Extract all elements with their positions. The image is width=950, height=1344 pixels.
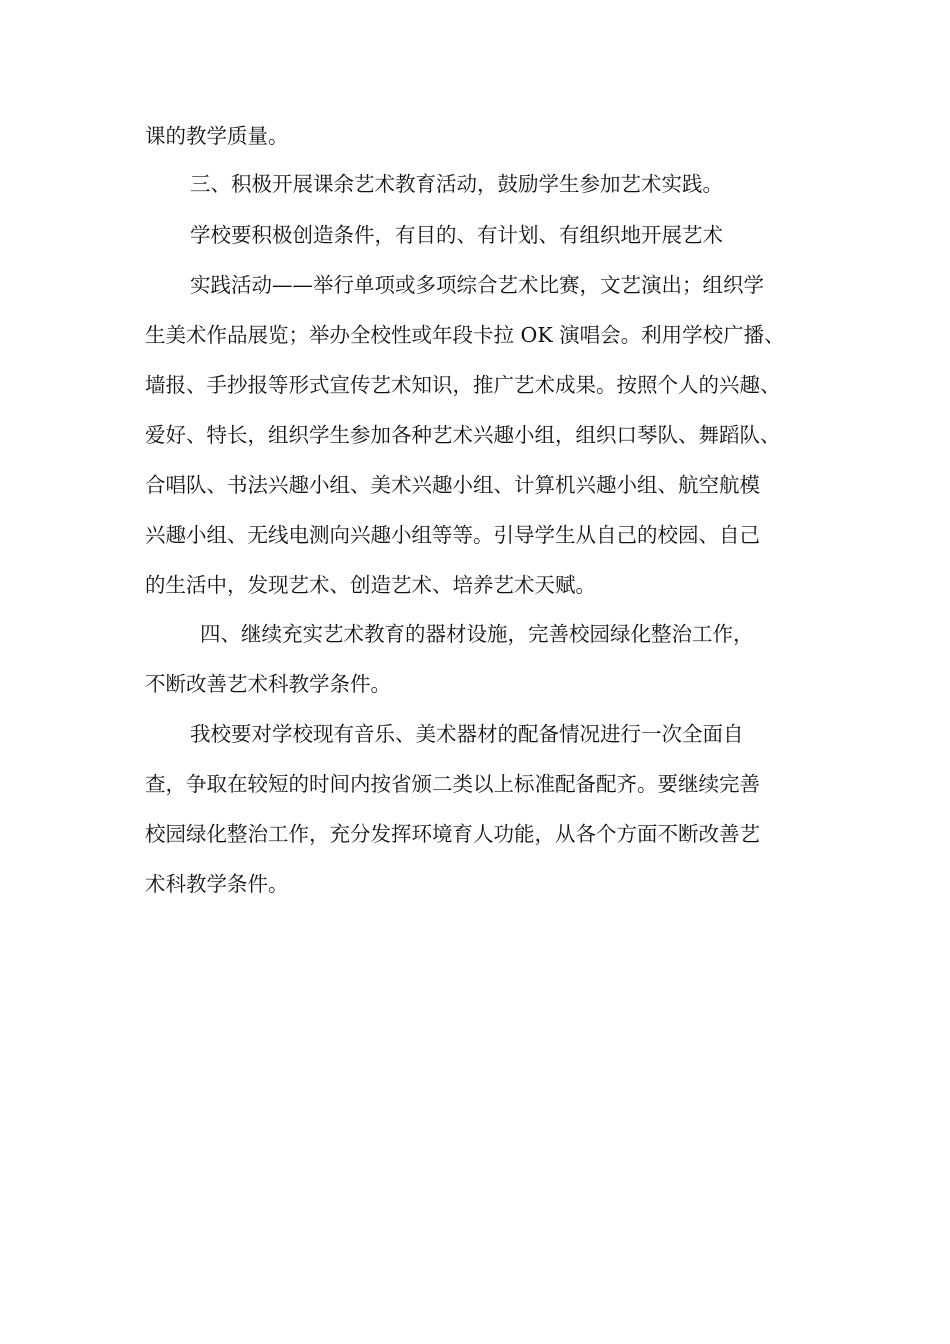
section-heading: 三、积极开展课余艺术教育活动，鼓励学生参加艺术实践。 [190, 172, 723, 196]
text-line: 爱好、特长，组织学生参加各种艺术兴趣小组，组织口琴队、舞蹈队、 [145, 423, 781, 447]
text-line: 课的教学质量。 [145, 124, 289, 148]
text-line: 学校要积极创造条件，有目的、有计划、有组织地开展艺术 [190, 223, 723, 247]
text-line: 查，争取在较短的时间内按省颁二类以上标准配备配齐。要继续完善 [145, 772, 760, 796]
text-line: 兴趣小组、无线电测向兴趣小组等等。引导学生从自己的校园、自己 [145, 523, 760, 547]
text-line: 的生活中，发现艺术、创造艺术、培养艺术天赋。 [145, 573, 596, 597]
text-line: 实践活动——举行单项或多项综合艺术比赛，文艺演出；组织学 [190, 273, 764, 297]
text-line: 生美术作品展览；举办全校性或年段卡拉 OK 演唱会。利用学校广播、 [145, 323, 785, 347]
text-line: 合唱队、书法兴趣小组、美术兴趣小组、计算机兴趣小组、航空航模 [145, 473, 760, 497]
text-line: 校园绿化整治工作，充分发挥环境育人功能，从各个方面不断改善艺 [145, 822, 760, 846]
text-line: 术科教学条件。 [145, 872, 289, 896]
text-line: 墙报、手抄报等形式宣传艺术知识，推广艺术成果。按照个人的兴趣、 [145, 373, 781, 397]
section-heading: 四、继续充实艺术教育的器材设施，完善校园绿化整治工作， [200, 622, 754, 646]
text-line: 不断改善艺术科教学条件。 [145, 672, 391, 696]
text-line: 我校要对学校现有音乐、美术器材的配备情况进行一次全面自 [190, 722, 744, 746]
